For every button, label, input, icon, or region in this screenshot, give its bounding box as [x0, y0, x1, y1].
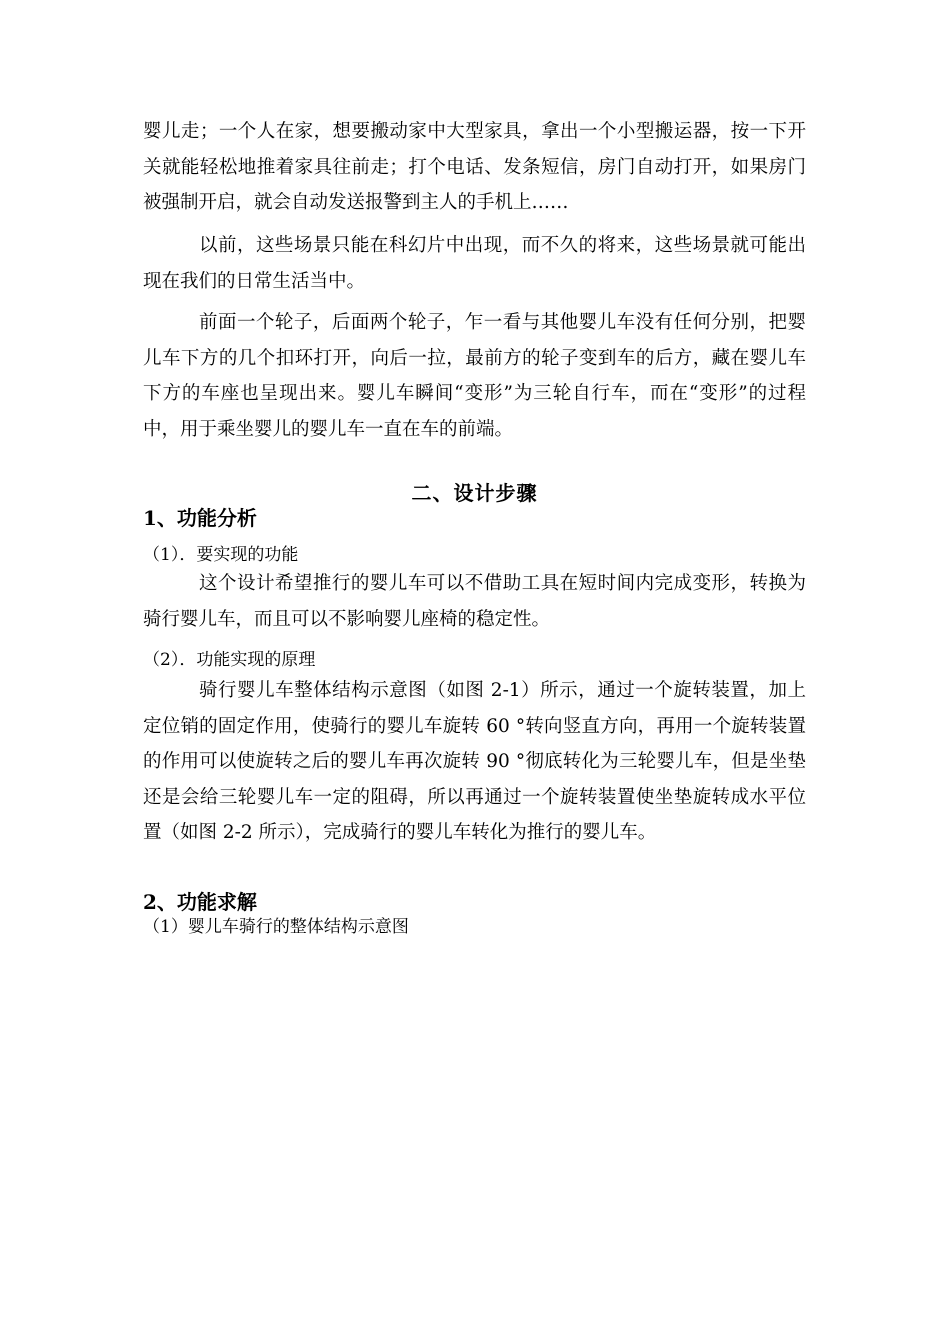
paragraph-stroller-transform: 前面一个轮子，后面两个轮子，乍一看与其他婴儿车没有任何分别，把婴儿车下方的几个扣环打开，向后一拉，最前方的轮子变到车的后方，藏在婴儿车下方的车座也呈现出来。婴儿车瞬间“变形”为三轮自行车，而在“变形”的过程中，用于乘坐婴儿的婴儿车一直在车的前端。: [143, 312, 806, 440]
paragraph-principle-description: 骑行婴儿车整体结构示意图（如图 2-1）所示，通过一个旋转装置，加上定位销的固定作用，使骑行的婴儿车旋转 60 °转向竖直方向，再用一个旋转装置的作用可以使旋转之后的婴儿车再次旋转 90 °彻底转化为三轮婴儿车，但是坐垫还是会给三轮婴儿车一定的阻碍，所以再通过一个旋转装置使坐垫旋转成水平位置（如图 2-2 所示），完成骑行的婴儿车转化为推行的婴儿车。: [143, 680, 806, 843]
heading-function-solution: 2、功能求解: [143, 890, 257, 914]
paragraph-intro-continuation: 婴儿走；一个人在家，想要搬动家中大型家具，拿出一个小型搬运器，按一下开关就能轻松地推着家具往前走；打个电话、发条短信，房门自动打开，如果房门被强制开启，就会自动发送报警到主人的手机上……: [143, 121, 806, 213]
paragraph-scenes-future: 以前，这些场景只能在科幻片中出现，而不久的将来，这些场景就可能出现在我们的日常生活当中。: [143, 235, 806, 292]
heading-function-analysis: 1、功能分析: [143, 506, 257, 530]
subheading-functions-to-implement: （1）．要实现的功能: [143, 545, 299, 565]
subheading-implementation-principle: （2）．功能实现的原理: [143, 650, 316, 670]
paragraph-design-goal: 这个设计希望推行的婴儿车可以不借助工具在短时间内完成变形，转换为骑行婴儿车，而且可以不影响婴儿座椅的稳定性。: [143, 573, 806, 630]
subheading-overall-structure-diagram: （1）婴儿车骑行的整体结构示意图: [143, 917, 409, 937]
section-title-design-steps: 二、设计步骤: [411, 481, 538, 505]
